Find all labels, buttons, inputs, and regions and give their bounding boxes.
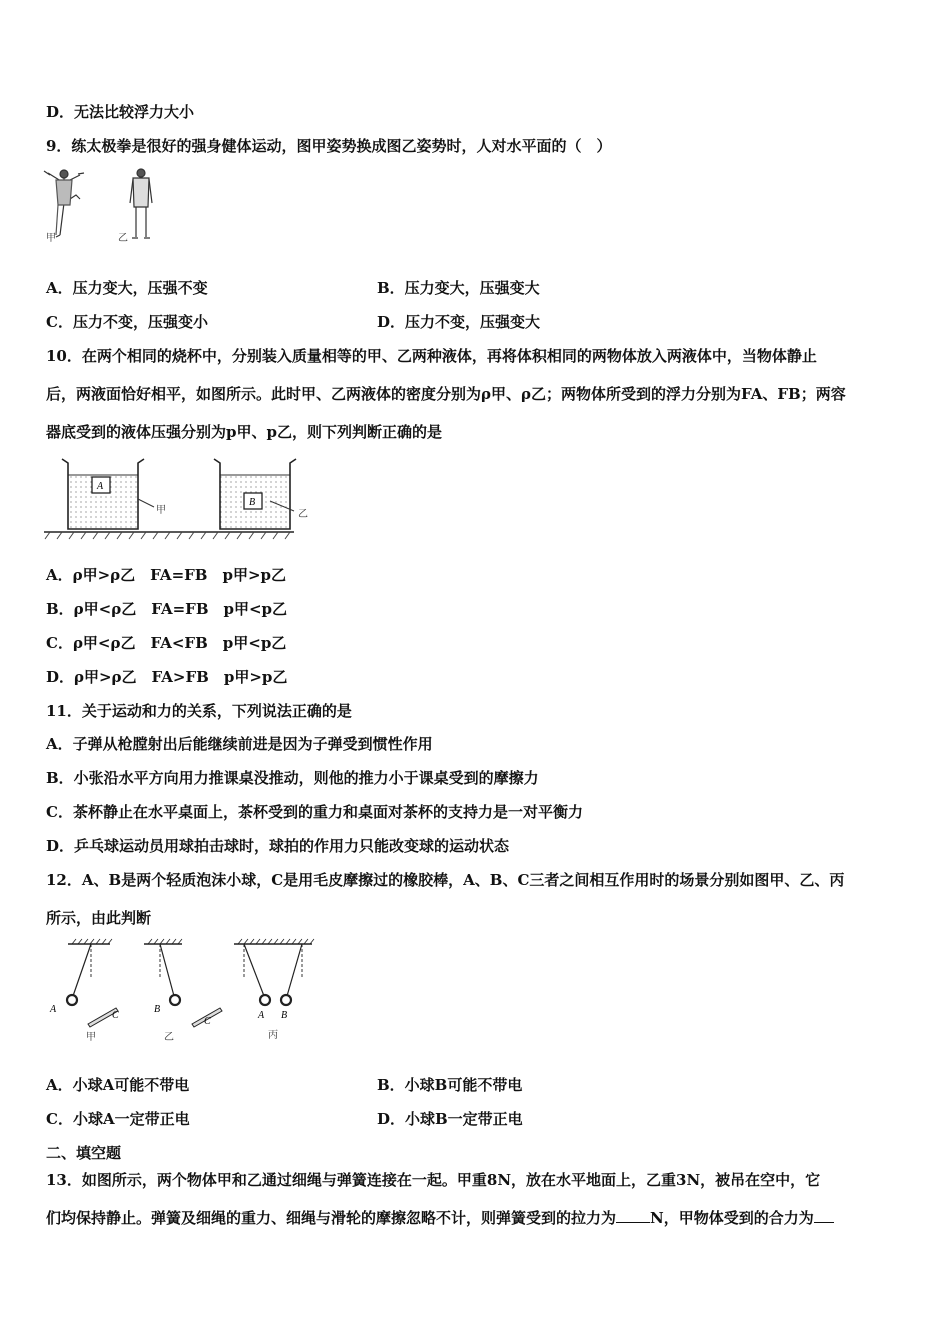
- q9-label-jia: 甲: [46, 233, 56, 244]
- q11-option-a: A．子弹从枪膛射出后能继续前进是因为子弹受到惯性作用: [46, 735, 433, 753]
- q10-option-d: D．ρ甲>ρ乙 FA>FB p甲>p乙: [46, 668, 288, 686]
- ground-hatch: [45, 532, 290, 539]
- q9-option-d: D．压力不变，压强变大: [377, 313, 541, 331]
- q13-blank-2[interactable]: [814, 1208, 834, 1223]
- beaker-yi: [214, 459, 296, 529]
- q10-beaker-figure: [44, 455, 314, 545]
- q11-option-d: D．乒乓球运动员用球拍击球时，球拍的作用力只能改变球的运动状态: [46, 837, 510, 855]
- q13-line2-part2: N，甲物体受到的合力为: [650, 1209, 814, 1227]
- q9-option-b: B．压力变大，压强变大: [377, 279, 540, 297]
- q10-option-c: C．ρ甲<ρ乙 FA<FB p甲<p乙: [46, 634, 287, 652]
- q10-stem-line1: 10．在两个相同的烧杯中，分别装入质量相等的甲、乙两种液体，再将体积相同的两物体放入两液体中，当物体静止: [46, 347, 817, 365]
- label-yi: 乙: [298, 509, 308, 520]
- q10-stem-line3: 器底受到的液体压强分别为p甲、p乙，则下列判断正确的是: [46, 423, 442, 441]
- label-a: A: [97, 481, 104, 492]
- q12-label-jia: 甲: [86, 1032, 96, 1043]
- q12-pendulum-figure: [44, 938, 324, 1046]
- q9-stem: 9．练太极拳是很好的强身健体运动，图甲姿势换成图乙姿势时，人对水平面的（ ）: [46, 137, 612, 155]
- q12-stem-line1: 12．A、B是两个轻质泡沫小球，C是用毛皮摩擦过的橡胶棒，A、B、C三者之间相互作用时的场景分别如图甲、乙、丙: [46, 871, 845, 889]
- q12-label-b1: B: [154, 1004, 161, 1015]
- q12-label-yi: 乙: [164, 1032, 174, 1043]
- q12-stem-line2: 所示，由此判断: [46, 909, 152, 927]
- q12-label-a2: A: [258, 1010, 265, 1021]
- q10-option-b: B．ρ甲<ρ乙 FA=FB p甲<p乙: [46, 600, 288, 618]
- q12-label-a1: A: [50, 1004, 57, 1015]
- taichi-figure-yi: [130, 169, 152, 238]
- q12-option-d: D．小球B一定带正电: [377, 1110, 523, 1128]
- q11-option-b: B．小张沿水平方向用力推课桌没推动，则他的推力小于课桌受到的摩擦力: [46, 769, 539, 787]
- q12-label-b2: B: [281, 1010, 288, 1021]
- q11-stem: 11．关于运动和力的关系，下列说法正确的是: [46, 702, 352, 720]
- q10-option-a: A．ρ甲>ρ乙 FA=FB p甲>p乙: [46, 566, 287, 584]
- q12-label-bing: 丙: [268, 1030, 278, 1041]
- q12-option-a: A．小球A可能不带电: [46, 1076, 190, 1094]
- q13-stem-line2: [46, 1208, 834, 1228]
- q12-label-c1: C: [112, 1010, 119, 1021]
- pendulum-jia: [67, 939, 118, 1027]
- beaker-jia: [62, 459, 154, 529]
- q12-option-b: B．小球B可能不带电: [377, 1076, 523, 1094]
- q11-option-c: C．茶杯静止在水平桌面上，茶杯受到的重力和桌面对茶杯的支持力是一对平衡力: [46, 803, 583, 821]
- taichi-figure-jia: [44, 170, 84, 237]
- q9-figure: [40, 165, 170, 245]
- q12-label-c2: C: [204, 1016, 211, 1027]
- q9-option-a: A．压力变大，压强不变: [46, 279, 208, 297]
- q9-label-yi: 乙: [118, 233, 128, 244]
- section-title-fill-in: 二、填空题: [46, 1144, 122, 1162]
- label-b: B: [249, 497, 256, 508]
- q13-line2-part1: 们均保持静止。弹簧及细绳的重力、细绳与滑轮的摩擦忽略不计，则弹簧受到的拉力为: [46, 1209, 617, 1227]
- q12-option-c: C．小球A一定带正电: [46, 1110, 190, 1128]
- label-jia: 甲: [156, 505, 166, 516]
- q8-option-d: D．无法比较浮力大小: [46, 103, 195, 121]
- q13-blank-1[interactable]: [616, 1208, 650, 1223]
- q10-stem-line2: 后，两液面恰好相平，如图所示。此时甲、乙两液体的密度分别为ρ甲、ρ乙；两物体所受到的浮力分别为FA、FB；两容: [46, 385, 846, 403]
- pendulum-bing: [234, 939, 314, 1005]
- q9-option-c: C．压力不变，压强变小: [46, 313, 208, 331]
- q13-stem-line1: 13．如图所示，两个物体甲和乙通过细绳与弹簧连接在一起。甲重8N，放在水平地面上，乙重3N，被吊在空中，它: [46, 1171, 821, 1189]
